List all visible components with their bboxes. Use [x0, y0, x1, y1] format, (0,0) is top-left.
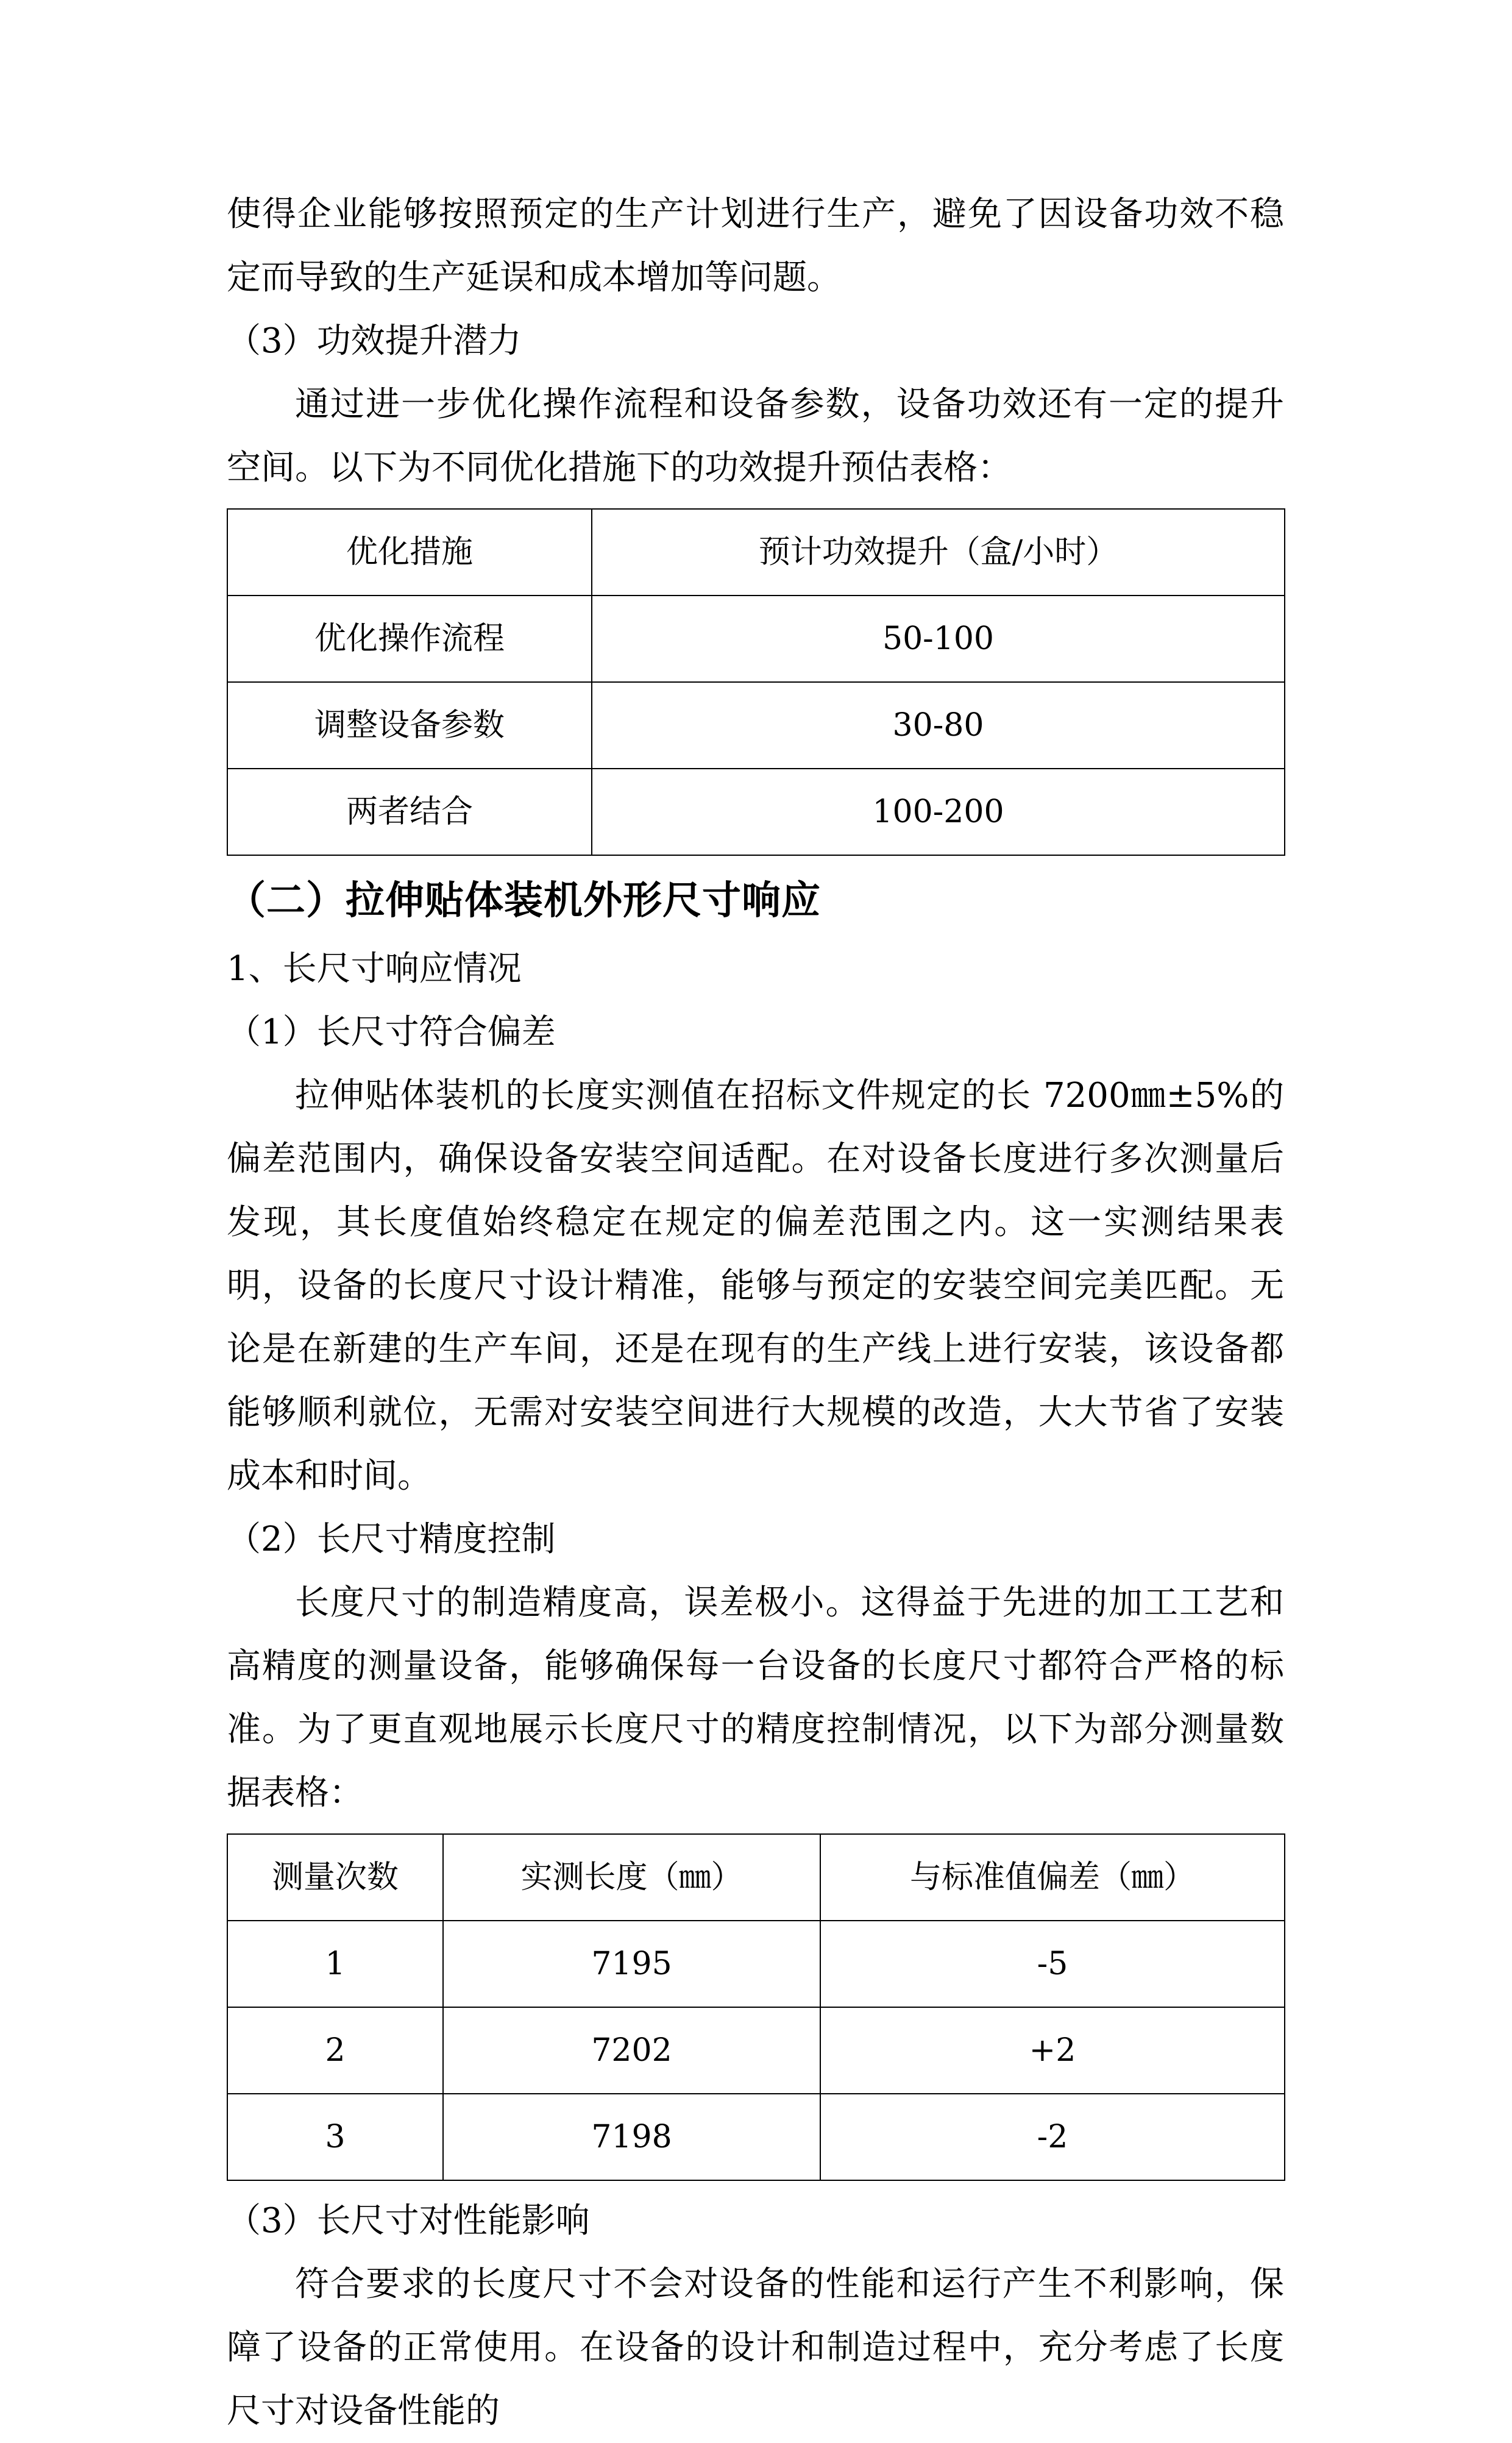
efficiency-improvement-table: [227, 508, 1285, 856]
table-cell: 50-100: [592, 596, 1285, 682]
table-cell: 优化操作流程: [227, 596, 592, 682]
paragraph-precision-control: 长度尺寸的制造精度高，误差极小。这得益于先进的加工工艺和高精度的测量设备，能够确保每一台设备的长度尺寸都符合严格的标准。为了更直观地展示长度尺寸的精度控制情况，以下为部分测量数据表格：: [227, 1583, 1284, 1813]
table-row: [227, 769, 1285, 855]
heading-efficiency-potential: （3）功效提升潜力: [227, 321, 522, 361]
heading-performance-impact: （3）长尺寸对性能影响: [227, 2201, 590, 2241]
table-cell: 2: [227, 2007, 443, 2094]
table-header-cell: 预计功效提升（盒/小时）: [592, 509, 1285, 596]
table-cell: 7198: [443, 2094, 820, 2180]
table-cell: 1: [227, 1921, 443, 2007]
table-header-cell: 与标准值偏差（㎜）: [820, 1834, 1285, 1921]
table-cell: 7202: [443, 2007, 820, 2094]
measurement-data-table: [227, 1833, 1285, 2181]
table-cell: 两者结合: [227, 769, 592, 855]
heading-length-response: 1、长尺寸响应情况: [227, 949, 522, 989]
table-row: [227, 596, 1285, 682]
paragraph-continued: 使得企业能够按照预定的生产计划进行生产，避免了因设备功效不稳定而导致的生产延误和成本增加等问题。: [227, 194, 1284, 297]
paragraph-performance-impact: 符合要求的长度尺寸不会对设备的性能和运行产生不利影响，保障了设备的正常使用。在设备的设计和制造过程中，充分考虑了长度尺寸对设备性能的: [227, 2264, 1284, 2431]
table-row: [227, 682, 1285, 769]
table-header-row: [227, 1834, 1285, 1921]
paragraph-efficiency-potential: 通过进一步优化操作流程和设备参数，设备功效还有一定的提升空间。以下为不同优化措施下的功效提升预估表格：: [227, 385, 1284, 488]
table-header-cell: 实测长度（㎜）: [443, 1834, 820, 1921]
section-heading: （二）拉伸贴体装机外形尺寸响应: [227, 878, 821, 923]
table-cell: 7195: [443, 1921, 820, 2007]
table-cell: +2: [820, 2007, 1285, 2094]
table-cell: 100-200: [592, 769, 1285, 855]
table-cell: 3: [227, 2094, 443, 2180]
table-row: [227, 2094, 1285, 2180]
table-cell: 30-80: [592, 682, 1285, 769]
table-row: [227, 2007, 1285, 2094]
table-cell: -2: [820, 2094, 1285, 2180]
table-cell: 调整设备参数: [227, 682, 592, 769]
table-cell: -5: [820, 1921, 1285, 2007]
table-row: [227, 1921, 1285, 2007]
paragraph-length-deviation: 拉伸贴体装机的长度实测值在招标文件规定的长 7200㎜±5%的偏差范围内，确保设备安装空间适配。在对设备长度进行多次测量后发现，其长度值始终稳定在规定的偏差范围之内。这一实测结果表明，设备的长度尺寸设计精准，能够与预定的安装空间完美匹配。无论是在新建的生产车间，还是在现有的生产线上进行安装，该设备都能够顺利就位，无需对安装空间进行大规模的改造，大大节省了安装成本和时间。: [227, 1076, 1284, 1496]
table-header-row: [227, 509, 1285, 596]
table-header-cell: 测量次数: [227, 1834, 443, 1921]
table-header-cell: 优化措施: [227, 509, 592, 596]
document-body: [227, 183, 1284, 2443]
heading-length-deviation: （1）长尺寸符合偏差: [227, 1012, 556, 1052]
heading-precision-control: （2）长尺寸精度控制: [227, 1520, 556, 1559]
